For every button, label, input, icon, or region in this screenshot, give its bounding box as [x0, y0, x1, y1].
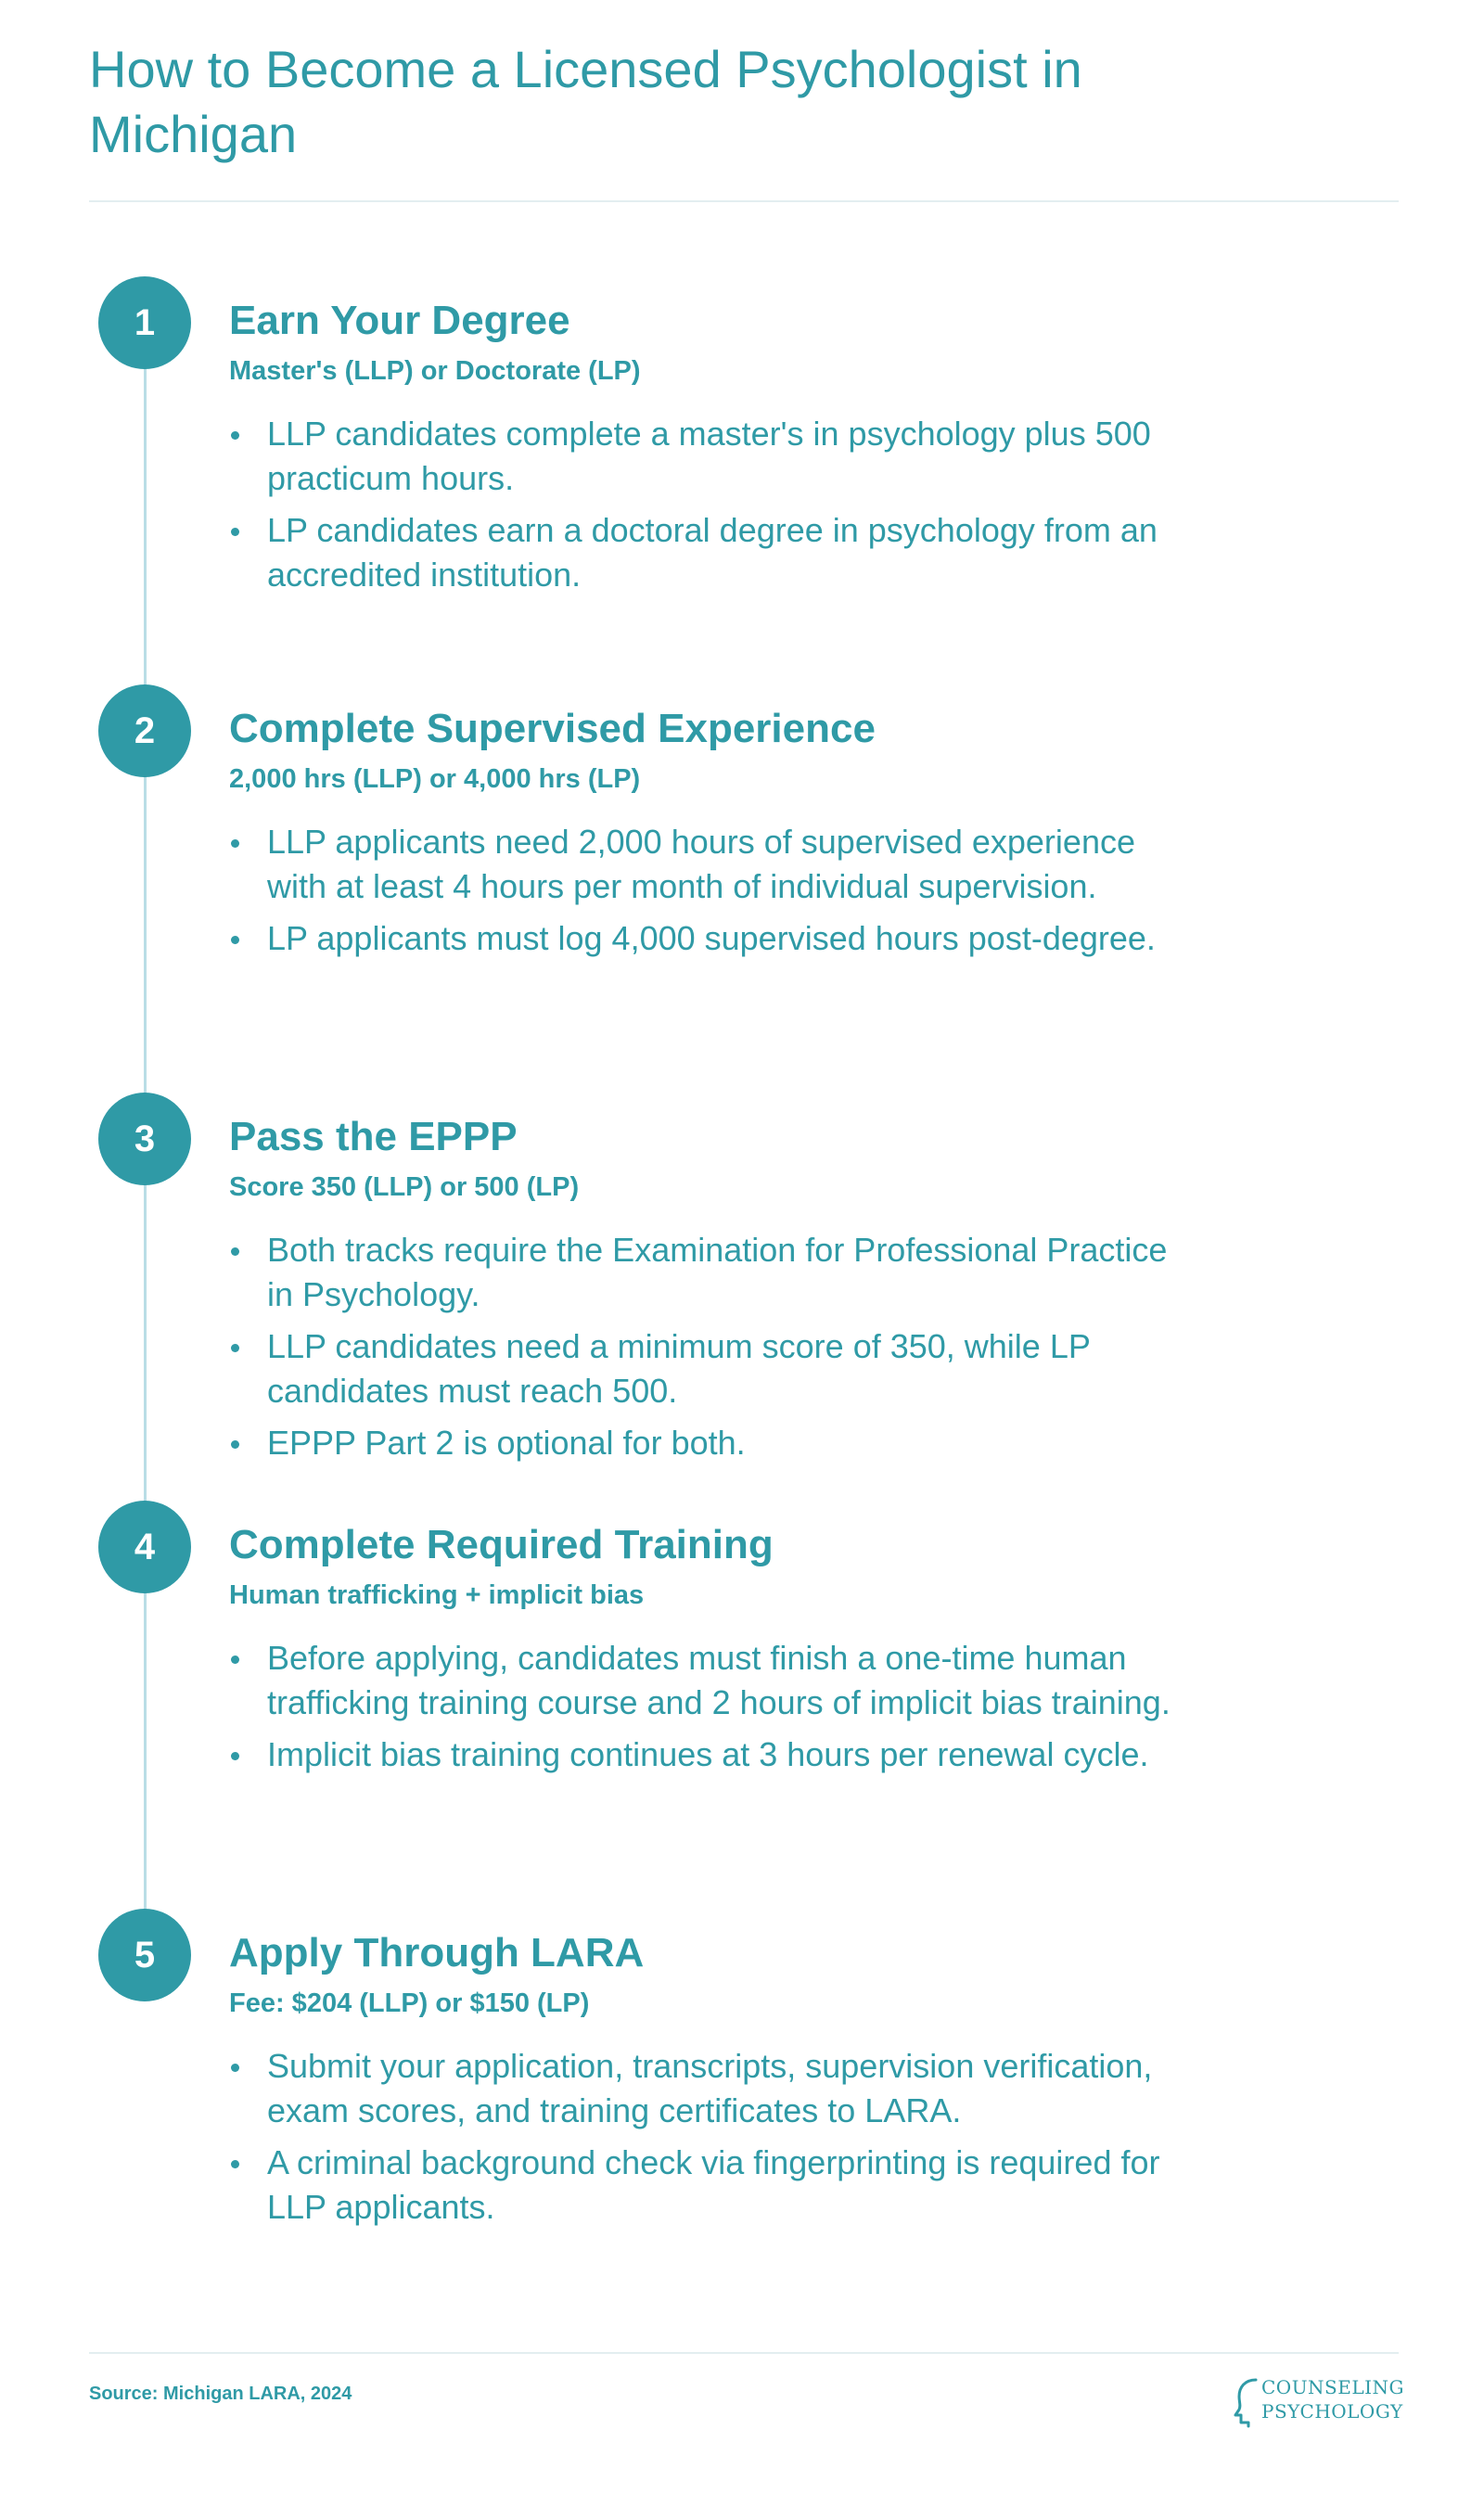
bullet-dot-icon: [231, 839, 239, 848]
bullet-text: Submit your application, transcripts, supervision verification, exam scores, and training certificates to LARA.: [267, 2047, 1153, 2129]
step-subtitle: Master's (LLP) or Doctorate (LP): [229, 356, 641, 386]
bullet-text: EPPP Part 2 is optional for both.: [267, 1424, 746, 1462]
bullet-text: LLP candidates complete a master's in psychology plus 500 practicum hours.: [267, 415, 1151, 497]
step-title: Earn Your Degree: [229, 298, 570, 343]
page-title: How to Become a Licensed Psychologist in Michigan: [89, 40, 1082, 163]
bullet-dot-icon: [231, 1752, 239, 1760]
bullet-item: [229, 1324, 1175, 1413]
step-subtitle: Fee: $204 (LLP) or $150 (LP): [229, 1988, 590, 2018]
bullet-dot-icon: [231, 1656, 239, 1664]
step-subtitle: Score 350 (LLP) or 500 (LP): [229, 1172, 580, 1202]
bullet-dot-icon: [231, 1247, 239, 1256]
header-divider: [89, 200, 1399, 202]
bullet-item: [229, 1636, 1175, 1725]
step-bullet-list: [229, 412, 1175, 605]
logo-text-line2: PSYCHOLOGY: [1261, 2400, 1403, 2423]
head-profile-icon: [1234, 2376, 1261, 2428]
footer-divider: [89, 2352, 1399, 2354]
step-bullet-list: [229, 820, 1175, 968]
bullet-text: Before applying, candidates must finish a one-time human trafficking training course and 2 hours of implicit bias training.: [267, 1639, 1171, 1721]
step-title: Complete Supervised Experience: [229, 706, 876, 751]
step-subtitle: Human trafficking + implicit bias: [229, 1580, 645, 1610]
step-number-badge: 5: [98, 1909, 191, 2001]
bullet-item: [229, 1228, 1175, 1317]
bullet-text: LLP applicants need 2,000 hours of supervised experience with at least 4 hours per month of individual supervision.: [267, 823, 1135, 905]
bullet-dot-icon: [231, 431, 239, 440]
bullet-item: [229, 2044, 1175, 2133]
step-bullet-list: [229, 1228, 1175, 1473]
step-number-badge: 4: [98, 1501, 191, 1593]
bullet-item: [229, 1421, 1175, 1465]
bullet-dot-icon: [231, 936, 239, 944]
bullet-text: LP applicants must log 4,000 supervised hours post-degree.: [267, 919, 1156, 957]
bullet-text: LP candidates earn a doctoral degree in psychology from an accredited institution.: [267, 511, 1158, 594]
source-citation: Source: Michigan LARA, 2024: [89, 2384, 352, 2404]
step-bullet-list: [229, 1636, 1175, 1784]
step-title: Apply Through LARA: [229, 1930, 645, 1975]
bullet-dot-icon: [231, 2160, 239, 2168]
bullet-dot-icon: [231, 1440, 239, 1449]
step-number-badge: 1: [98, 276, 191, 369]
counseling-psychology-logo: [1234, 2374, 1405, 2430]
bullet-text: LLP candidates need a minimum score of 350, while LP candidates must reach 500.: [267, 1327, 1091, 1410]
bullet-item: [229, 2141, 1175, 2230]
step-subtitle: 2,000 hrs (LLP) or 4,000 hrs (LP): [229, 764, 641, 794]
bullet-item: [229, 508, 1175, 597]
bullet-item: [229, 412, 1175, 501]
logo-text-line1: COUNSELING: [1261, 2376, 1405, 2398]
bullet-item: [229, 1732, 1175, 1777]
step-title: Complete Required Training: [229, 1522, 774, 1567]
step-number-badge: 2: [98, 684, 191, 777]
step-title: Pass the EPPP: [229, 1114, 518, 1159]
bullet-text: Both tracks require the Examination for Professional Practice in Psychology.: [267, 1231, 1168, 1313]
bullet-text: Implicit bias training continues at 3 hours per renewal cycle.: [267, 1735, 1149, 1773]
bullet-item: [229, 916, 1175, 961]
step-bullet-list: [229, 2044, 1175, 2237]
step-number-badge: 3: [98, 1093, 191, 1185]
bullet-text: A criminal background check via fingerprinting is required for LLP applicants.: [267, 2143, 1160, 2226]
bullet-dot-icon: [231, 2064, 239, 2072]
bullet-dot-icon: [231, 528, 239, 536]
bullet-dot-icon: [231, 1344, 239, 1352]
bullet-item: [229, 820, 1175, 909]
